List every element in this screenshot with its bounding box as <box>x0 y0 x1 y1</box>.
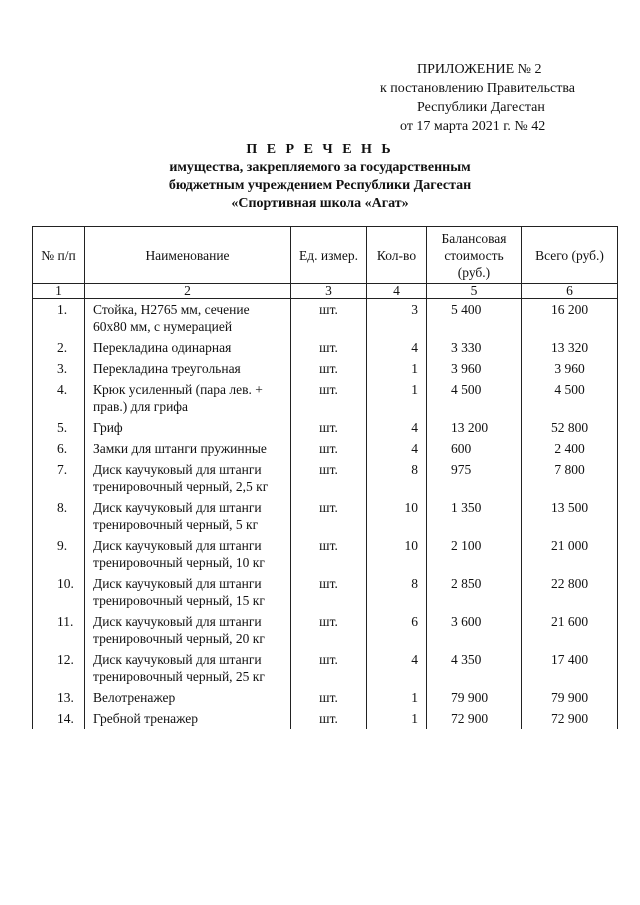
column-number: 1 <box>33 284 85 299</box>
item-quantity: 4 <box>367 417 427 438</box>
row-number: 12. <box>33 649 85 687</box>
table-body <box>33 299 618 730</box>
item-total: 13 500 <box>522 497 618 535</box>
item-price: 600 <box>427 438 522 459</box>
row-number: 6. <box>33 438 85 459</box>
row-number: 4. <box>33 379 85 417</box>
item-total: 21 600 <box>522 611 618 649</box>
property-table <box>32 226 618 729</box>
row-number: 9. <box>33 535 85 573</box>
item-name: Гриф <box>85 417 291 438</box>
item-price: 79 900 <box>427 687 522 708</box>
item-name: Диск каучуковый для штанги тренировочный черный, 5 кг <box>85 497 291 535</box>
header-total: Всего (руб.) <box>522 227 618 284</box>
item-name: Диск каучуковый для штанги тренировочный черный, 25 кг <box>85 649 291 687</box>
column-numbers-row <box>33 284 618 299</box>
header-price: Балансовая стоимость (руб.) <box>427 227 522 284</box>
item-unit: шт. <box>291 379 367 417</box>
document-heading <box>120 141 520 213</box>
item-total: 16 200 <box>522 299 618 338</box>
item-quantity: 10 <box>367 535 427 573</box>
table-row <box>33 299 618 338</box>
item-quantity: 10 <box>367 497 427 535</box>
item-total: 72 900 <box>522 708 618 729</box>
item-name: Диск каучуковый для штанги тренировочный черный, 10 кг <box>85 535 291 573</box>
item-unit: шт. <box>291 497 367 535</box>
header-num: № п/п <box>33 227 85 284</box>
item-quantity: 4 <box>367 438 427 459</box>
item-quantity: 1 <box>367 379 427 417</box>
column-number: 4 <box>367 284 427 299</box>
row-number: 14. <box>33 708 85 729</box>
item-quantity: 3 <box>367 299 427 338</box>
table-row <box>33 417 618 438</box>
item-price: 3 330 <box>427 337 522 358</box>
item-quantity: 1 <box>367 358 427 379</box>
header-name: Наименование <box>85 227 291 284</box>
item-quantity: 6 <box>367 611 427 649</box>
item-name: Диск каучуковый для штанги тренировочный черный, 15 кг <box>85 573 291 611</box>
item-name: Гребной тренажер <box>85 708 291 729</box>
item-price: 2 100 <box>427 535 522 573</box>
heading-line: имущества, закрепляемого за государственным <box>169 160 471 175</box>
item-name: Крюк усиленный (пара лев. + прав.) для грифа <box>85 379 291 417</box>
heading-title: П Е Р Е Ч Е Н Ь <box>246 142 394 157</box>
column-number: 6 <box>522 284 618 299</box>
item-unit: шт. <box>291 611 367 649</box>
appendix-line: Республики Дагестан <box>417 100 545 115</box>
item-unit: шт. <box>291 535 367 573</box>
item-unit: шт. <box>291 649 367 687</box>
appendix-date: от 17 марта 2021 г. № 42 <box>400 119 546 134</box>
header-unit: Ед. измер. <box>291 227 367 284</box>
column-number: 2 <box>85 284 291 299</box>
table-row <box>33 358 618 379</box>
table-row <box>33 337 618 358</box>
item-total: 7 800 <box>522 459 618 497</box>
item-price: 3 600 <box>427 611 522 649</box>
item-unit: шт. <box>291 438 367 459</box>
item-unit: шт. <box>291 299 367 338</box>
appendix-block <box>360 60 590 136</box>
item-total: 4 500 <box>522 379 618 417</box>
item-quantity: 8 <box>367 459 427 497</box>
item-name: Диск каучуковый для штанги тренировочный черный, 20 кг <box>85 611 291 649</box>
item-quantity: 4 <box>367 337 427 358</box>
row-number: 7. <box>33 459 85 497</box>
item-name: Перекладина треугольная <box>85 358 291 379</box>
item-unit: шт. <box>291 337 367 358</box>
item-name: Стойка, Н2765 мм, сечение 60х80 мм, с нумерацией <box>85 299 291 338</box>
table-row <box>33 497 618 535</box>
column-number: 5 <box>427 284 522 299</box>
item-total: 22 800 <box>522 573 618 611</box>
item-total: 17 400 <box>522 649 618 687</box>
table-row <box>33 535 618 573</box>
item-price: 3 960 <box>427 358 522 379</box>
row-number: 3. <box>33 358 85 379</box>
item-total: 52 800 <box>522 417 618 438</box>
item-unit: шт. <box>291 687 367 708</box>
item-name: Велотренажер <box>85 687 291 708</box>
table-row <box>33 611 618 649</box>
item-unit: шт. <box>291 358 367 379</box>
appendix-line: к постановлению Правительства <box>380 81 576 96</box>
item-total: 3 960 <box>522 358 618 379</box>
table-row <box>33 708 618 729</box>
table-row <box>33 379 618 417</box>
table-row <box>33 649 618 687</box>
item-quantity: 4 <box>367 649 427 687</box>
table-row <box>33 573 618 611</box>
item-name: Замки для штанги пружинные <box>85 438 291 459</box>
table-row <box>33 438 618 459</box>
item-total: 79 900 <box>522 687 618 708</box>
appendix-title: ПРИЛОЖЕНИЕ № 2 <box>417 62 542 77</box>
item-total: 2 400 <box>522 438 618 459</box>
header-qty: Кол-во <box>367 227 427 284</box>
table-row <box>33 687 618 708</box>
item-unit: шт. <box>291 459 367 497</box>
row-number: 5. <box>33 417 85 438</box>
item-total: 21 000 <box>522 535 618 573</box>
row-number: 11. <box>33 611 85 649</box>
heading-line: «Спортивная школа «Агат» <box>231 196 409 211</box>
item-price: 4 500 <box>427 379 522 417</box>
table-row <box>33 459 618 497</box>
item-price: 4 350 <box>427 649 522 687</box>
row-number: 8. <box>33 497 85 535</box>
item-price: 975 <box>427 459 522 497</box>
item-unit: шт. <box>291 573 367 611</box>
item-unit: шт. <box>291 417 367 438</box>
item-price: 5 400 <box>427 299 522 338</box>
item-quantity: 1 <box>367 687 427 708</box>
item-price: 1 350 <box>427 497 522 535</box>
row-number: 10. <box>33 573 85 611</box>
row-number: 2. <box>33 337 85 358</box>
item-price: 72 900 <box>427 708 522 729</box>
table-header-row <box>33 227 618 284</box>
column-number: 3 <box>291 284 367 299</box>
item-quantity: 8 <box>367 573 427 611</box>
item-unit: шт. <box>291 708 367 729</box>
row-number: 1. <box>33 299 85 338</box>
item-price: 13 200 <box>427 417 522 438</box>
row-number: 13. <box>33 687 85 708</box>
item-name: Диск каучуковый для штанги тренировочный черный, 2,5 кг <box>85 459 291 497</box>
heading-line: бюджетным учреждением Республики Дагестан <box>168 178 472 193</box>
item-total: 13 320 <box>522 337 618 358</box>
item-price: 2 850 <box>427 573 522 611</box>
item-quantity: 1 <box>367 708 427 729</box>
item-name: Перекладина одинарная <box>85 337 291 358</box>
